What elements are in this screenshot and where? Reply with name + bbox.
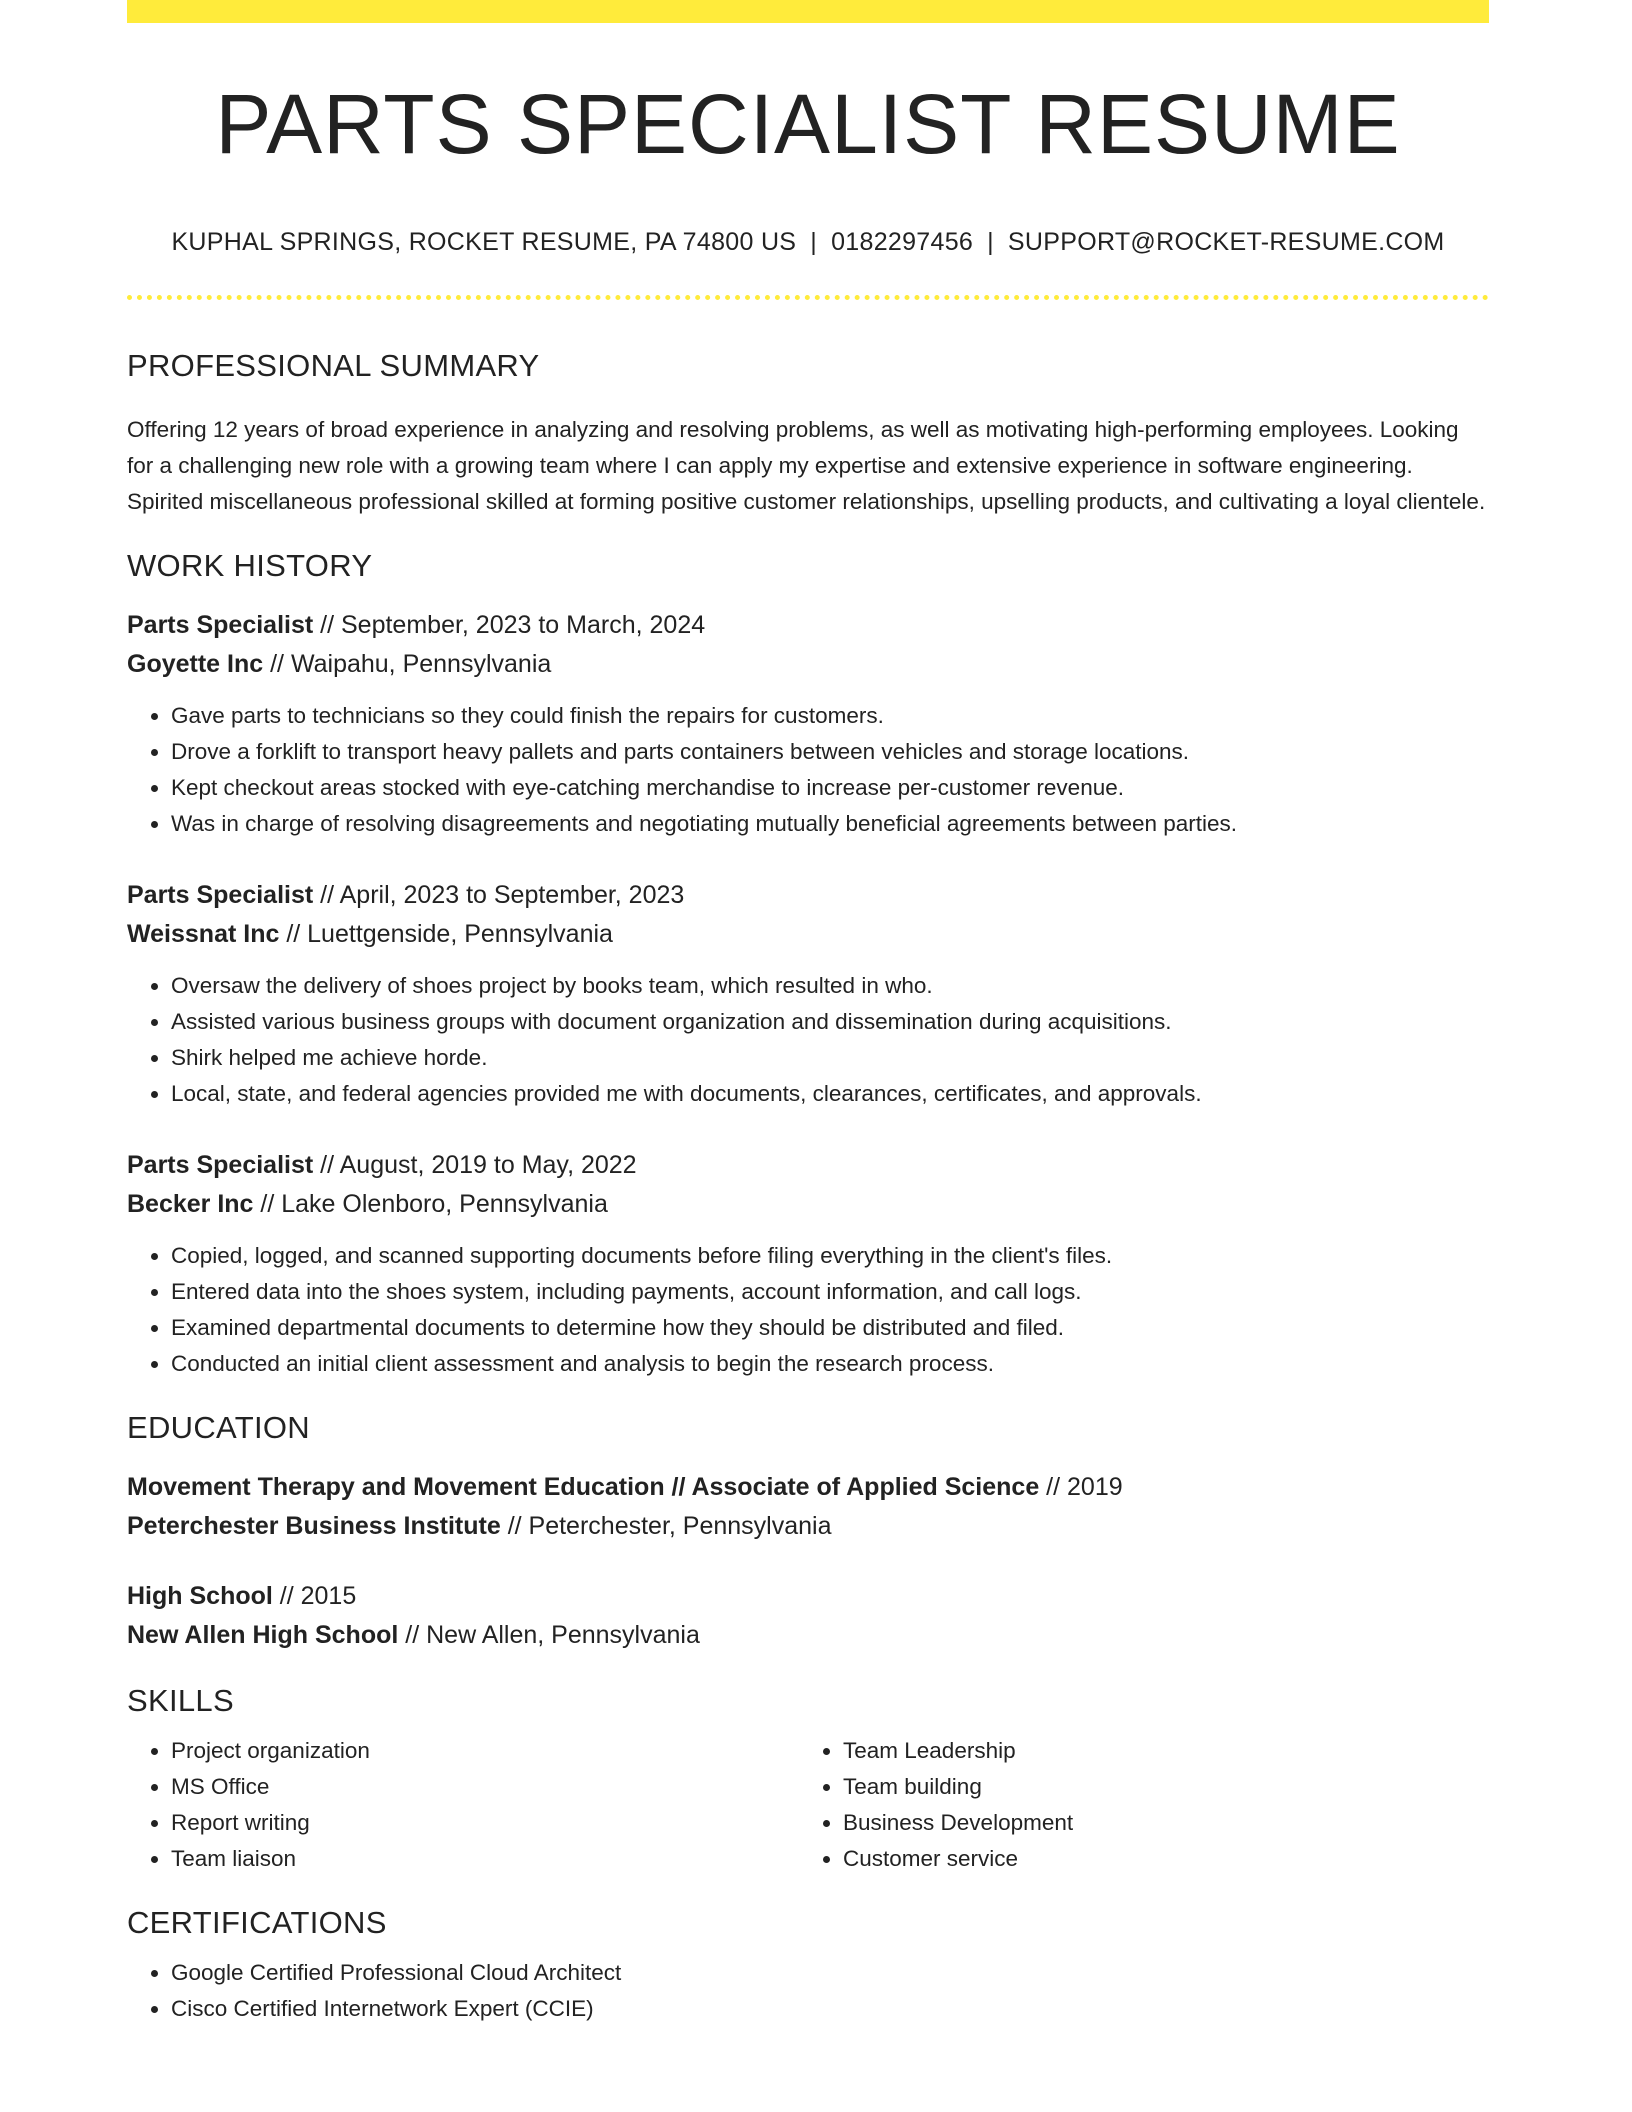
skills-heading: SKILLS (127, 1683, 234, 1719)
job-company-line (127, 1185, 1489, 1224)
job-bullets (127, 1238, 1489, 1382)
skill-item: • MS Office (171, 1769, 799, 1805)
job-bullets (127, 968, 1489, 1112)
dotted-divider (127, 295, 1489, 300)
certification-item: • Google Certified Professional Cloud Architect (171, 1955, 1489, 1991)
job-location: // Lake Olenboro, Pennsylvania (253, 1190, 608, 1219)
skill-item: • Team liaison (171, 1841, 799, 1877)
job-title: Parts Specialist (127, 1151, 314, 1180)
skill-item: • Team Leadership (843, 1733, 1471, 1769)
education-heading: EDUCATION (127, 1410, 310, 1446)
education-degree-line (127, 1468, 1489, 1507)
job-entry (127, 876, 1489, 1112)
job-title-line (127, 1146, 1489, 1185)
job-title: Parts Specialist (127, 881, 314, 910)
education-school-line (127, 1616, 1489, 1655)
job-company: Goyette Inc (127, 650, 264, 679)
job-company: Becker Inc (127, 1190, 254, 1219)
job-bullet: • Drove a forklift to transport heavy pallets and parts containers between vehicles and storage locations. (171, 734, 1489, 770)
education-entry (127, 1577, 1489, 1655)
job-company: Weissnat Inc (127, 920, 280, 949)
education-school: Peterchester Business Institute (127, 1512, 501, 1541)
education-school-line (127, 1507, 1489, 1546)
skills-columns (127, 1719, 1489, 1877)
certifications-heading: CERTIFICATIONS (127, 1905, 387, 1941)
job-bullet: • Was in charge of resolving disagreements and negotiating mutually beneficial agreements between parties. (171, 806, 1489, 842)
contact-email[interactable]: SUPPORT@ROCKET-RESUME.COM (1007, 228, 1445, 257)
skill-item: • Business Development (843, 1805, 1471, 1841)
resume-title: PARTS SPECIALIST RESUME (215, 77, 1401, 171)
job-bullet: • Copied, logged, and scanned supporting documents before filing everything in the client's files. (171, 1238, 1489, 1274)
job-location: // Luettgenside, Pennsylvania (279, 920, 613, 949)
education-entry (127, 1468, 1489, 1546)
contact-phone: 0182297456 (831, 228, 974, 257)
job-bullet: • Entered data into the shoes system, including payments, account information, and call logs. (171, 1274, 1489, 1310)
education-degree: High School (127, 1582, 273, 1611)
job-dates: // April, 2023 to September, 2023 (313, 881, 685, 910)
job-bullet: • Oversaw the delivery of shoes project by books team, which resulted in who. (171, 968, 1489, 1004)
skills-list-right (799, 1733, 1471, 1877)
job-title-line (127, 876, 1489, 915)
job-dates: // September, 2023 to March, 2024 (313, 611, 706, 640)
job-bullet: • Examined departmental documents to determine how they should be distributed and filed. (171, 1310, 1489, 1346)
education-year: // 2015 (272, 1582, 357, 1611)
job-title-line (127, 606, 1489, 645)
job-bullet: • Conducted an initial client assessment and analysis to begin the research process. (171, 1346, 1489, 1382)
education-location: // Peterchester, Pennsylvania (500, 1512, 832, 1541)
job-bullets (127, 698, 1489, 842)
certifications-list (127, 1955, 1489, 2027)
skill-item: • Customer service (843, 1841, 1471, 1877)
job-location: // Waipahu, Pennsylvania (263, 650, 552, 679)
job-entry (127, 1146, 1489, 1382)
job-bullet: • Shirk helped me achieve horde. (171, 1040, 1489, 1076)
contact-separator: | (810, 228, 818, 257)
education-degree: Movement Therapy and Movement Education // Associate of Applied Science (127, 1473, 1040, 1502)
job-bullet: • Assisted various business groups with document organization and dissemination during acquisitions. (171, 1004, 1489, 1040)
skill-item: • Report writing (171, 1805, 799, 1841)
job-company-line (127, 915, 1489, 954)
certification-item: • Cisco Certified Internetwork Expert (CCIE) (171, 1991, 1489, 2027)
job-entry (127, 606, 1489, 842)
summary-text: Offering 12 years of broad experience in analyzing and resolving problems, as well as motivating high-performing employees. Looking for a challenging new role with a growing team where I can apply my expertise and extensive experience in software engineering. Spirited miscellaneous professional skilled at forming positive customer relationships, upselling products, and cultivating a loyal clientele. (127, 417, 1486, 515)
education-degree-line (127, 1577, 1489, 1616)
education-location: // New Allen, Pennsylvania (398, 1621, 700, 1650)
skills-list-left (127, 1733, 799, 1877)
education-year: // 2019 (1039, 1473, 1123, 1502)
skill-item: • Project organization (171, 1733, 799, 1769)
job-dates: // August, 2019 to May, 2022 (313, 1151, 637, 1180)
job-title: Parts Specialist (127, 611, 314, 640)
accent-top-bar (127, 0, 1489, 23)
work-history-heading: WORK HISTORY (127, 548, 373, 584)
summary-heading: PROFESSIONAL SUMMARY (127, 348, 540, 384)
resume-page (127, 0, 1489, 2027)
job-bullet: • Local, state, and federal agencies provided me with documents, clearances, certificates, and approvals. (171, 1076, 1489, 1112)
job-bullet: • Gave parts to technicians so they could finish the repairs for customers. (171, 698, 1489, 734)
education-school: New Allen High School (127, 1621, 399, 1650)
job-bullet: • Kept checkout areas stocked with eye-catching merchandise to increase per-customer revenue. (171, 770, 1489, 806)
job-company-line (127, 645, 1489, 684)
skill-item: • Team building (843, 1769, 1471, 1805)
contact-line (127, 228, 1489, 257)
contact-separator: | (987, 228, 994, 257)
contact-address: KUPHAL SPRINGS, ROCKET RESUME, PA 74800 US (171, 228, 797, 257)
